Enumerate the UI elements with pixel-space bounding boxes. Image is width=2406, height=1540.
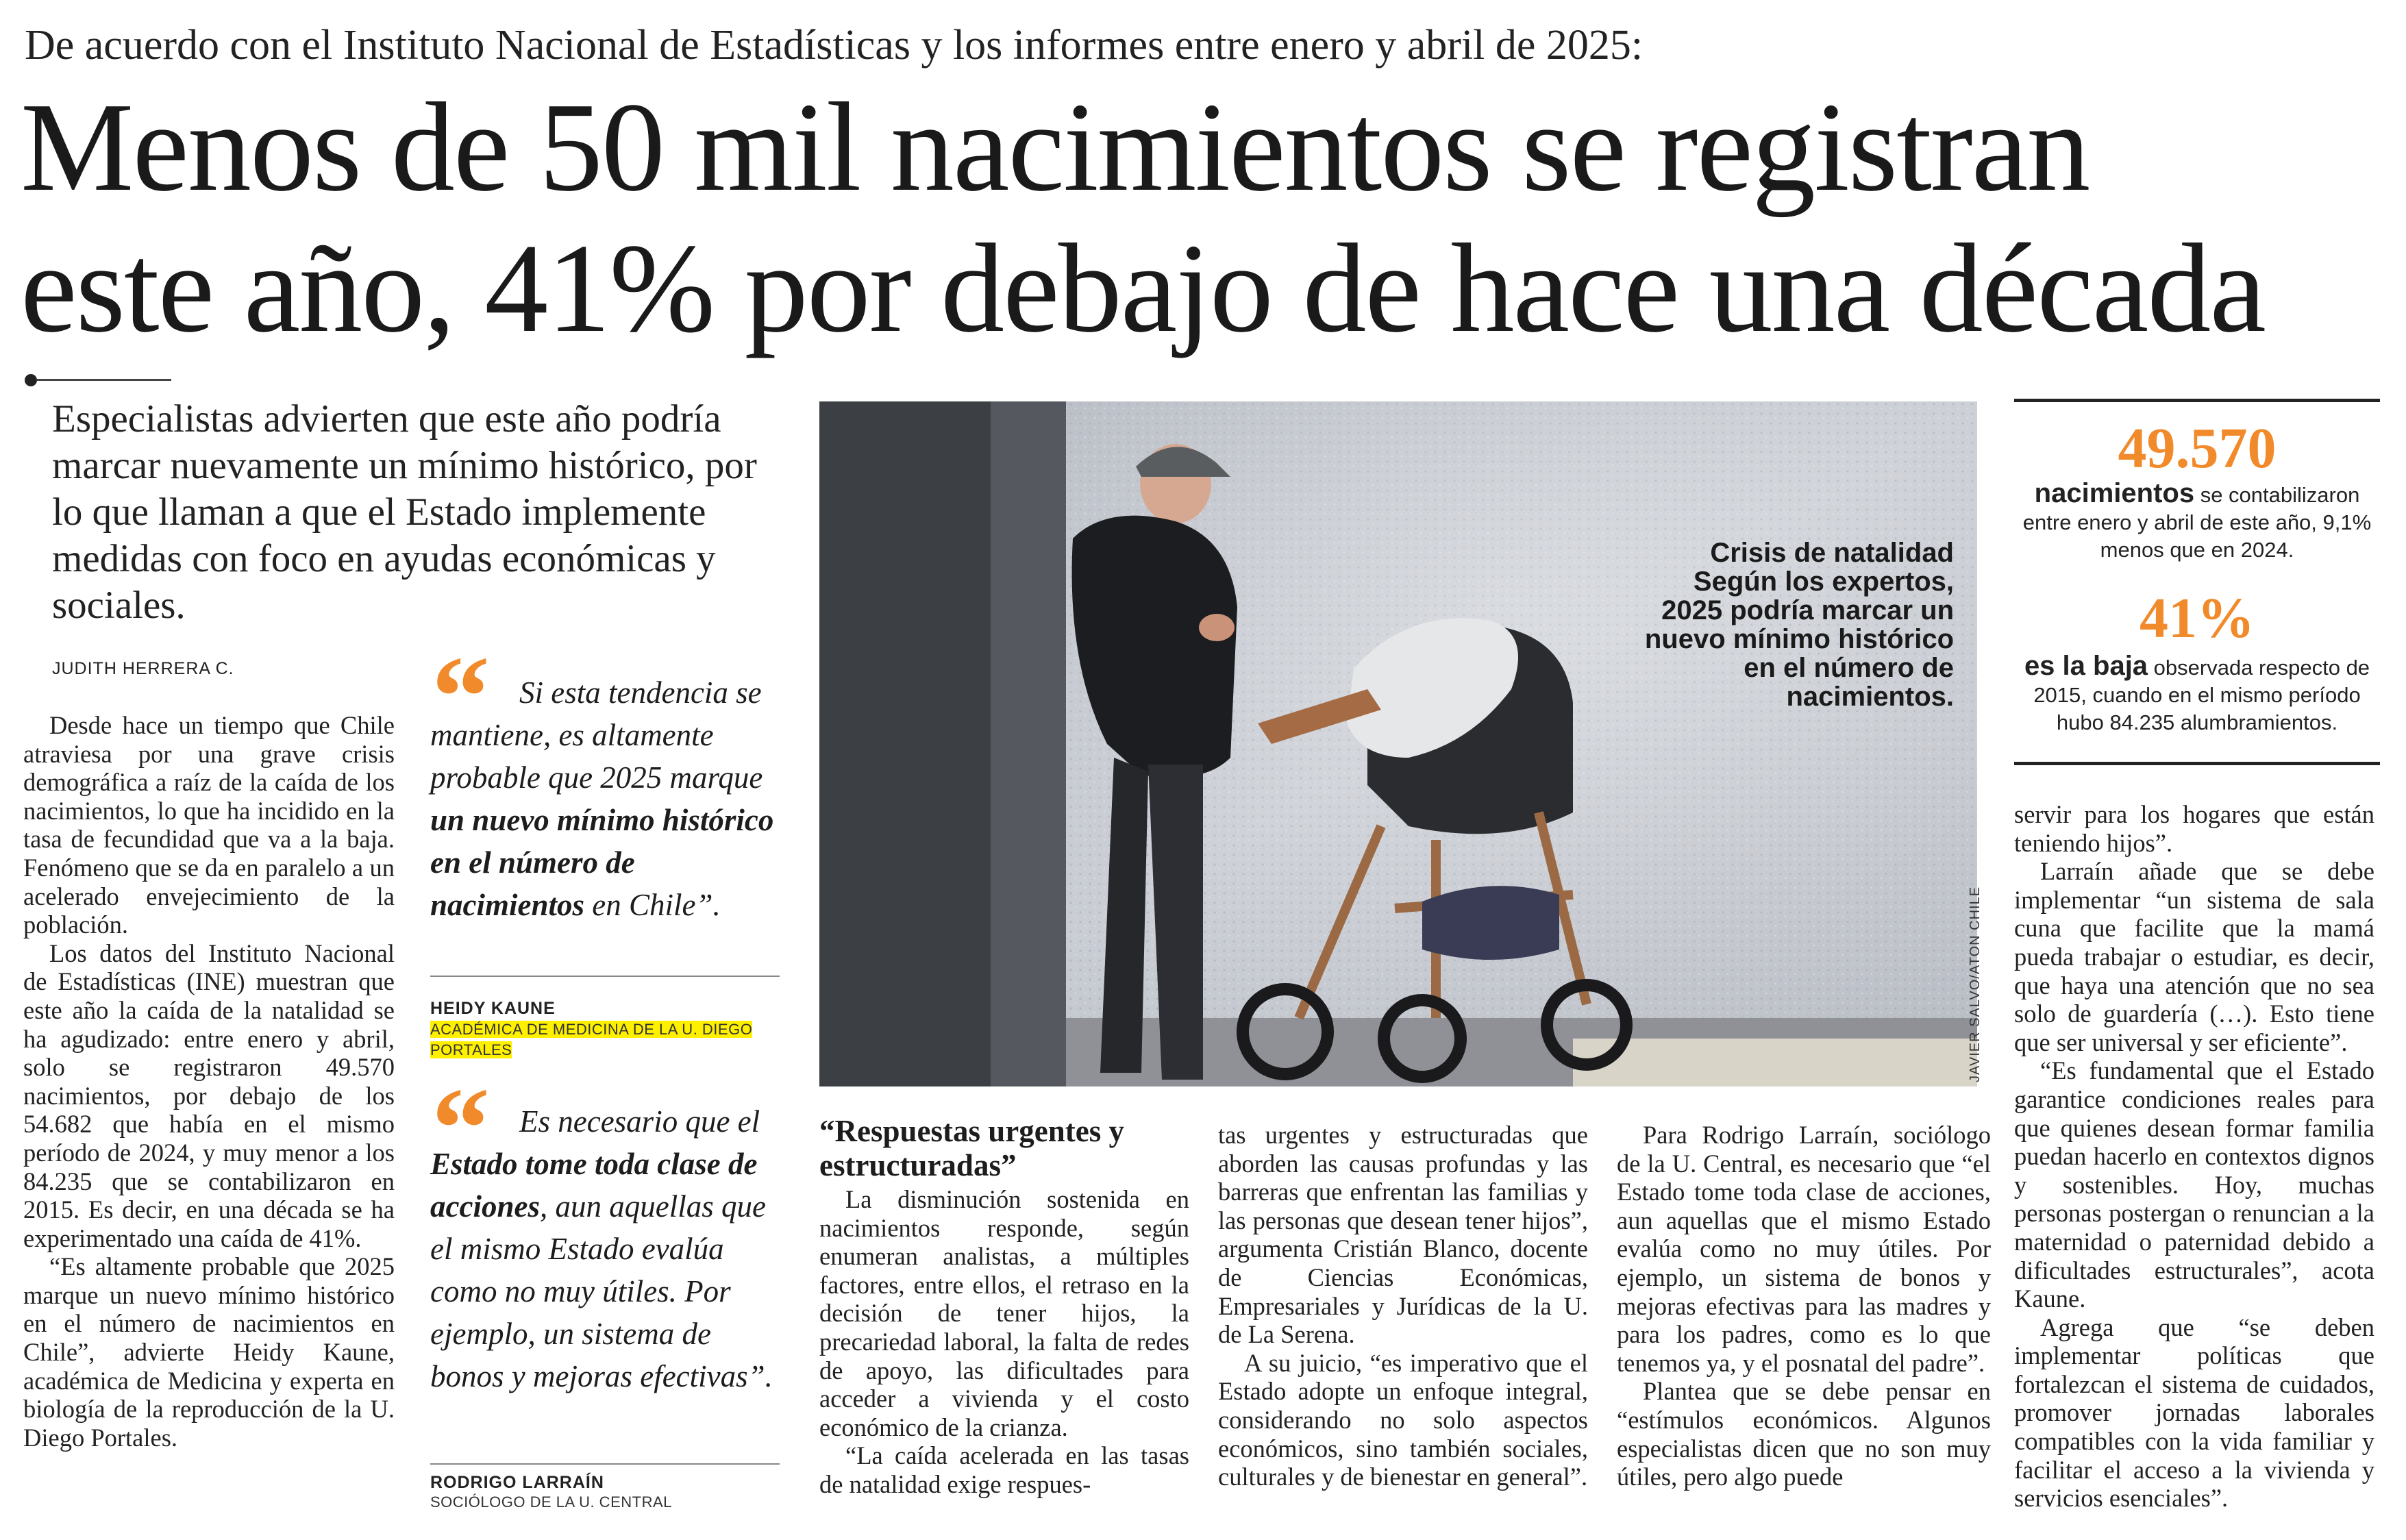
pull-quote-text: , aun aquellas que el mismo Estado evalúa como no muy útiles. Por ejemplo, un sistema de bonos y mejoras efectivas”. <box>430 1189 773 1393</box>
photo-caption-title: Crisis de natalidad <box>1710 538 1954 568</box>
paragraph: servir para los hogares que están teniendo hijos”. <box>2014 800 2374 857</box>
body-column-1 <box>23 711 395 1452</box>
quote-mark-icon: “ <box>432 632 490 761</box>
stat-description <box>2014 480 2380 564</box>
pull-quote-emphasis: Estado tome toda clase de acciones <box>430 1147 758 1224</box>
paragraph: tas urgentes y estructuradas que aborden las causas profundas y las barreras que enfrentan las familias y las personas que desean tener hijos”, argumenta Cristián Blanco, docente de Ciencias Económicas, Empresariales y Jurídicas de la U. de La Serena. <box>1218 1121 1588 1349</box>
separator-dot <box>25 374 37 386</box>
stat-description <box>2014 652 2380 736</box>
quote-author-name: RODRIGO LARRAÍN <box>430 1473 604 1492</box>
sidebar-rule <box>2014 399 2380 402</box>
paragraph: La disminución sostenida en nacimientos responde, según enumeran analistas, a múltiples factores, entre ellos, el retraso en la decisión de tener hijos, la precariedad laboral, la falta de redes de apoyo, las dificultades para acceder a vivienda y el costo económico de la crianza. <box>819 1185 1189 1441</box>
subheading: “Respuestas urgentes y estructuradas” <box>819 1114 1124 1182</box>
separator-line <box>37 379 171 381</box>
paragraph: Desde hace un tiempo que Chile atraviesa por una grave crisis demográfica a raíz de la caída de los nacimientos, lo que ha incidido en la tasa de fecundidad que va a la baja. Fenómeno que se da en paralelo a un acelerado envejecimiento de la población. <box>23 711 395 939</box>
highlighted-role: ACADÉMICA DE MEDICINA DE LA U. DIEGO PORTALES <box>430 1021 753 1058</box>
stat-number: 41% <box>2140 586 2255 650</box>
quote-author-role: SOCIÓLOGO DE LA U. CENTRAL <box>430 1493 672 1511</box>
photo-credit: JAVIER SALVO/ATON CHILE <box>1968 886 1983 1082</box>
byline: JUDITH HERRERA C. <box>52 659 234 678</box>
paragraph: A su juicio, “es imperativo que el Estado adopte un enfoque integral, considerando no solo aspectos económicos, sino también sociales, culturales y de bienestar en general”. <box>1218 1348 1588 1491</box>
paragraph: Plantea que se debe pensar en “estímulos económicos. Algunos especialistas dicen que no son muy útiles, pero algo puede <box>1617 1377 1991 1491</box>
sidebar-rule <box>2014 762 2380 765</box>
headline <box>21 77 2391 359</box>
stat-keyword: nacimientos <box>2034 478 2195 508</box>
photo-caption <box>1637 538 1954 711</box>
quote-mark-icon: “ <box>432 1064 490 1193</box>
quote-author-role <box>430 1019 786 1060</box>
body-column-4 <box>1218 1121 1588 1491</box>
paragraph: Agrega que “se deben implementar políticas que fortalezcan el sistema de cuidados, promover jornadas laborales compatibles con la vida familiar y facilitar el acceso a la vivienda y servicios esenciales”. <box>2014 1313 2374 1513</box>
stat-keyword: es la baja <box>2024 651 2148 681</box>
photo-illustration <box>819 401 1977 1086</box>
kicker: De acuerdo con el Instituto Nacional de Estadísticas y los informes entre enero y abril de 2025: <box>25 22 1644 69</box>
paragraph: “Es altamente probable que 2025 marque un nuevo mínimo histórico en el número de nacimientos en Chile”, advierte Heidy Kaune, académica de Medicina y experta en biología de la reproducción de la U. Diego Portales. <box>23 1252 395 1452</box>
paragraph: Para Rodrigo Larraín, sociólogo de la U. Central, es necesario que “el Estado tome toda clase de acciones, aun aquellas que el mismo Estado evalúa como no muy útiles. Por ejemplo, un sistema de bonos y mejoras efectivas para las madres y para los padres, como es lo que tenemos ya, y el posnatal del padre”. <box>1617 1121 1991 1377</box>
headline-line-1: Menos de 50 mil nacimientos se registran <box>21 77 2089 218</box>
headline-line-2: este año, 41% por debajo de hace una década <box>21 218 2265 359</box>
stat-detail: se contabilizaron entre enero y abril de este año, 9,1% menos que en 2024. <box>2022 483 2372 562</box>
pull-quote-emphasis: un nuevo mínimo histórico en el número de nacimientos <box>430 803 774 922</box>
body-column-5 <box>1617 1121 1991 1491</box>
pull-quote-text: Si esta tendencia se mantiene, es altamente probable que 2025 marque <box>430 675 763 795</box>
paragraph: “La caída acelerada en las tasas de natalidad exige respues- <box>819 1441 1189 1498</box>
paragraph: Los datos del Instituto Nacional de Estadísticas (INE) muestran que este año la caída de la natalidad se ha agudizado: entre enero y abril, solo se registraron 49.570 nacimientos, por debajo de los 54.682 que había en el mismo período de 2024, y muy menor a los 84.235 que se contabilizaron en 2015. Es decir, en una década se ha experimentado una caída de 41%. <box>23 939 395 1252</box>
news-photo <box>819 401 1977 1086</box>
quote-author-name: HEIDY KAUNE <box>430 999 556 1018</box>
quote-rule <box>430 976 780 977</box>
lede: Especialistas advierten que este año podría marcar nuevamente un mínimo histórico, por lo que llaman a que el Estado implemente medidas con foco en ayudas económicas y sociales. <box>52 397 757 627</box>
body-column-6 <box>2014 800 2374 1513</box>
stat-detail: observada respecto de 2015, cuando en el mismo período hubo 84.235 alumbramientos. <box>2033 656 2370 734</box>
quote-rule <box>430 1463 780 1465</box>
stat-number: 49.570 <box>2118 417 2277 480</box>
pull-quote-text: Es necesario que el <box>519 1104 760 1139</box>
pull-quote-2 <box>430 1100 788 1398</box>
body-column-3 <box>819 1185 1189 1499</box>
photo-caption-text: Según los expertos, 2025 podría marcar un nuevo mínimo histórico en el número de nacimientos. <box>1644 567 1954 712</box>
pull-quote-1 <box>430 671 788 926</box>
paragraph: Larraín añade que se debe implementar “un sistema de sala cuna que facilite que la mamá pueda trabajar o estudiar, es decir, que haya una atención que no sea solo de guardería (…). Esto tiene que ser universal y ser eficiente”. <box>2014 857 2374 1056</box>
paragraph: “Es fundamental que el Estado garantice condiciones reales para que quienes desean formar familia puedan hacerlo en contextos dignos y sostenibles. Hoy, muchas personas postergan o renuncian a la maternidad o paternidad debido a dificultades estructurales”, acota Kaune. <box>2014 1056 2374 1313</box>
pull-quote-text: en Chile”. <box>584 888 721 922</box>
